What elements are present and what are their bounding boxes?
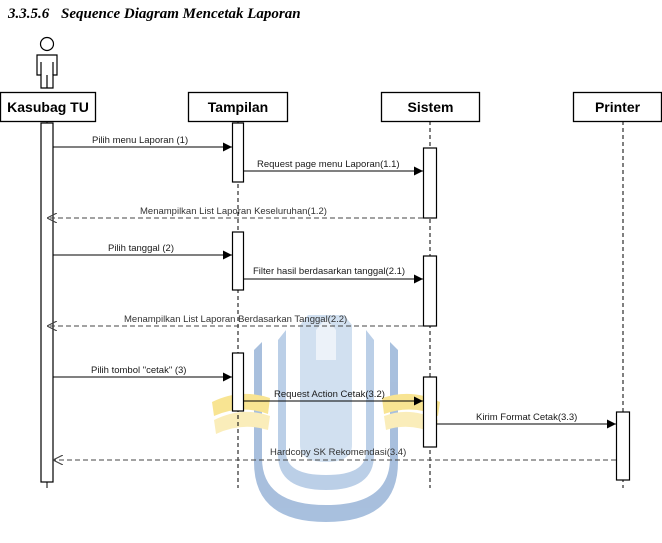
message-label: Hardcopy SK Rekomendasi(3.4) — [270, 447, 407, 458]
participant-label: Sistem — [407, 99, 454, 115]
participant-printer — [574, 93, 662, 122]
actor-icon — [37, 38, 57, 89]
message-1 — [53, 135, 232, 147]
message-2 — [244, 159, 423, 171]
message-label: Pilih tombol "cetak" (3) — [91, 365, 187, 376]
participant-label: Printer — [594, 99, 641, 115]
activation-bar-kasubag — [41, 123, 53, 482]
message-9 — [437, 412, 616, 424]
activation-bar-tampilan — [233, 123, 244, 182]
section-number: 3.3.5.6 — [8, 6, 50, 22]
section-title: Sequence Diagram Mencetak Laporan — [61, 6, 301, 22]
message-7 — [53, 365, 232, 377]
message-6 — [47, 314, 423, 326]
activation-bar-tampilan — [233, 353, 244, 411]
watermark-logo — [212, 315, 440, 522]
message-5 — [244, 266, 423, 279]
activation-bar-sistem — [424, 377, 437, 447]
message-3 — [47, 206, 423, 218]
message-label: Filter hasil berdasarkan tanggal(2.1) — [253, 266, 406, 277]
activation-bar-sistem — [424, 256, 437, 326]
participant-label: Tampilan — [207, 99, 269, 115]
message-label: Kirim Format Cetak(3.3) — [476, 412, 578, 423]
participant-sistem — [382, 93, 480, 122]
participant-kasubag — [1, 93, 96, 122]
message-label: Pilih menu Laporan (1) — [92, 135, 189, 146]
message-label: Menampilkan List Laporan Keseluruhan(1.2) — [140, 206, 327, 217]
message-label: Request page menu Laporan(1.1) — [257, 159, 400, 170]
message-4 — [53, 243, 232, 255]
message-label: Request Action Cetak(3.2) — [274, 389, 385, 400]
activation-bar-printer — [617, 412, 630, 480]
participant-label: Kasubag TU — [7, 99, 89, 115]
message-label: Menampilkan List Laporan Berdasarkan Tanggal(2.2) — [124, 314, 348, 325]
activation-bar-tampilan — [233, 232, 244, 290]
participant-tampilan — [189, 93, 288, 122]
activation-bar-sistem — [424, 148, 437, 218]
message-label: Pilih tanggal (2) — [108, 243, 175, 254]
